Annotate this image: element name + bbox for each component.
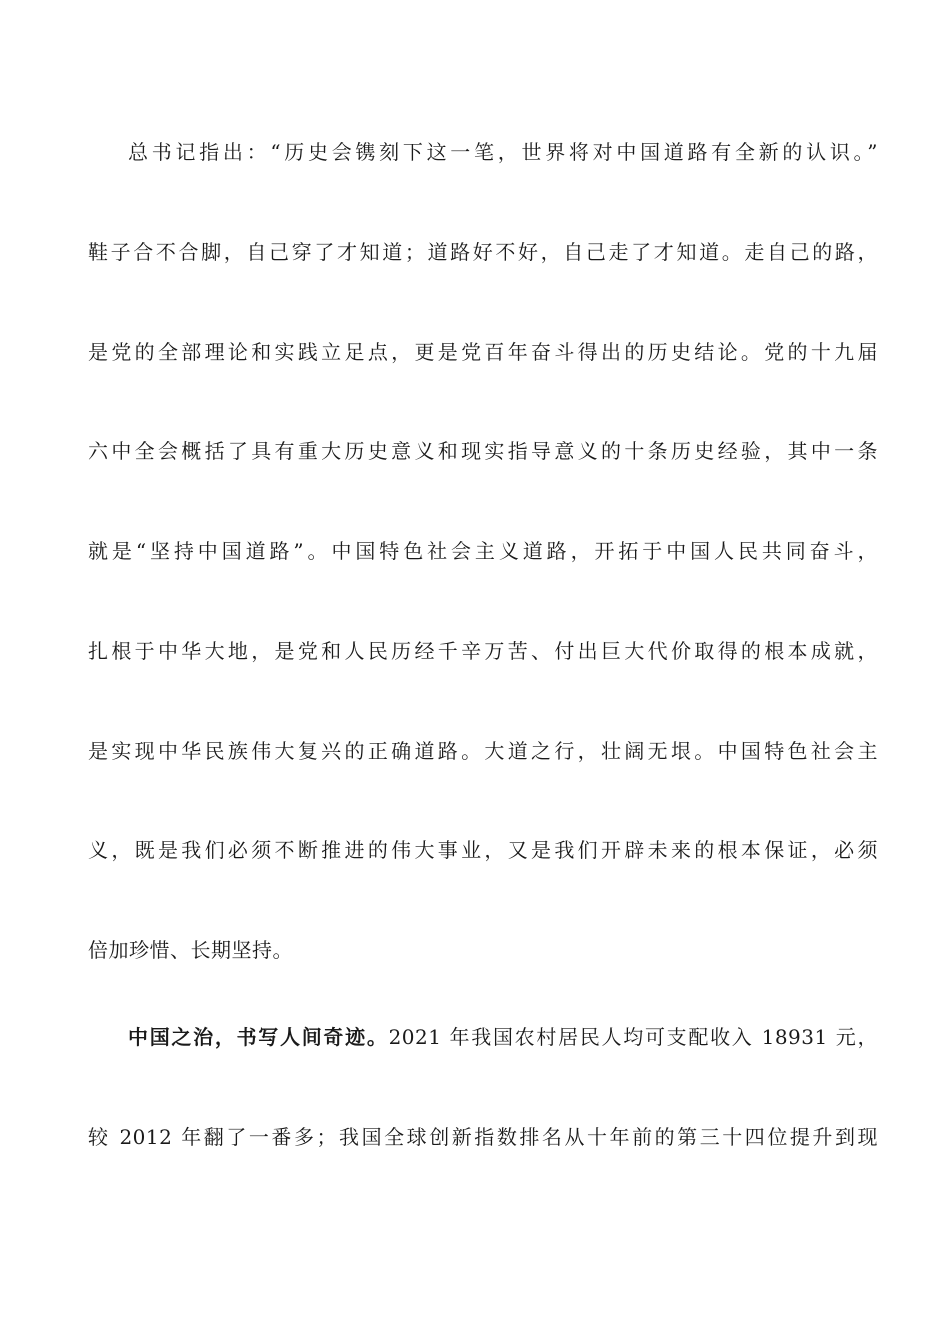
paragraph-line: 是实现中华民族伟大复兴的正确道路。大道之行，壮阔无垠。中国特色社会主 [88, 739, 878, 763]
paragraph-line: 扎根于中华大地，是党和人民历经千辛万苦、付出巨大代价取得的根本成就， [88, 639, 878, 663]
section-heading: 中国之治，书写人间奇迹。 [128, 1025, 389, 1049]
paragraph-line [128, 1023, 878, 1051]
paragraph-line: 较 2012 年翻了一番多；我国全球创新指数排名从十年前的第三十四位提升到现 [88, 1125, 878, 1149]
paragraph-line: 总书记指出：“历史会镌刻下这一笔，世界将对中国道路有全新的认识。” [128, 140, 878, 164]
paragraph-line: 就是“坚持中国道路”。中国特色社会主义道路，开拓于中国人民共同奋斗， [88, 539, 878, 563]
paragraph-line: 鞋子合不合脚，自己穿了才知道；道路好不好，自己走了才知道。走自己的路， [88, 240, 878, 264]
paragraph-line: 是党的全部理论和实践立足点，更是党百年奋斗得出的历史结论。党的十九届 [88, 340, 878, 364]
paragraph-line: 六中全会概括了具有重大历史意义和现实指导意义的十条历史经验，其中一条 [88, 439, 878, 463]
paragraph-line: 倍加珍惜、长期坚持。 [88, 938, 293, 962]
paragraph-text: 2021 年我国农村居民人均可支配收入 18931 元， [388, 1025, 878, 1049]
paragraph-line: 义，既是我们必须不断推进的伟大事业，又是我们开辟未来的根本保证，必须 [88, 838, 878, 862]
